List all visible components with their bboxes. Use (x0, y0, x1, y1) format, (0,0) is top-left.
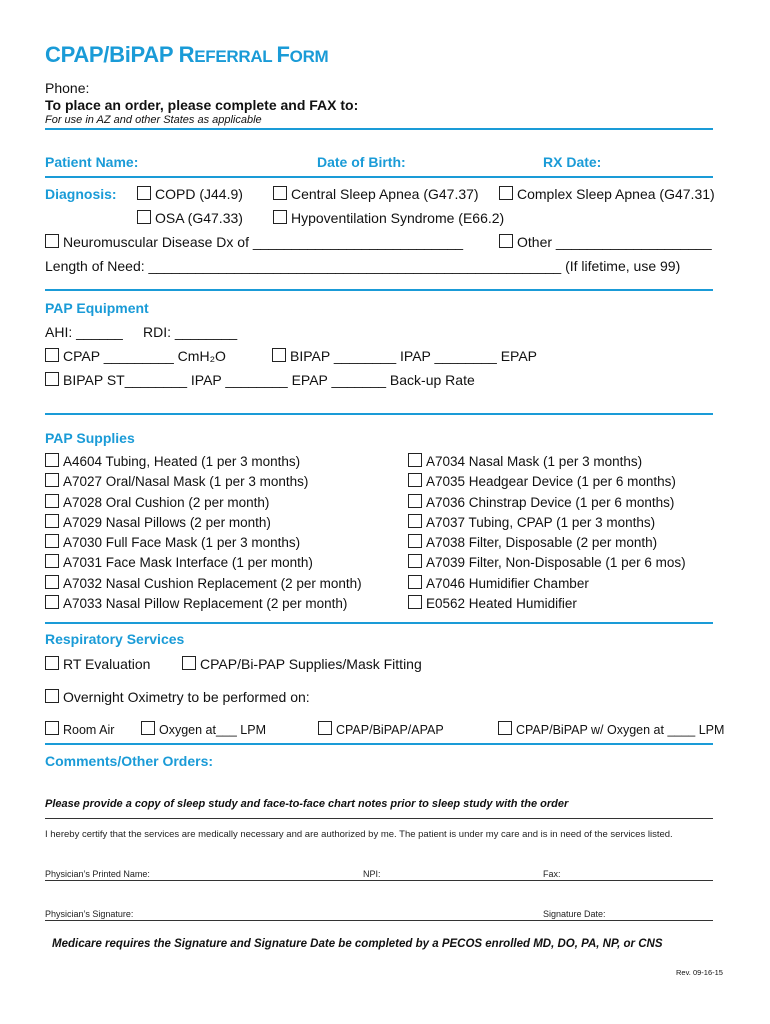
cpap-apap-option[interactable]: CPAP/BiPAP/APAP (318, 721, 444, 737)
fax-instruction: To place an order, please complete and FAX to: (45, 97, 359, 113)
bipap-option[interactable]: BIPAP ________ IPAP ________ EPAP (272, 348, 537, 364)
supply-label: A7036 Chinstrap Device (1 per 6 months) (426, 494, 675, 510)
rdi-field[interactable]: RDI: ________ (143, 324, 238, 340)
supply-item[interactable] (45, 494, 362, 514)
checkbox[interactable] (272, 348, 286, 362)
checkbox[interactable] (273, 210, 287, 224)
supply-item[interactable] (408, 494, 686, 514)
supply-item[interactable] (408, 554, 686, 574)
divider (45, 818, 713, 819)
supply-item[interactable] (45, 514, 362, 534)
printed-name-line[interactable] (45, 880, 713, 881)
supply-label: A7039 Filter, Non-Disposable (1 per 6 mos) (426, 555, 686, 571)
supply-label: A7030 Full Face Mask (1 per 3 months) (63, 535, 301, 551)
complex-sleep-apnea-option[interactable]: Complex Sleep Apnea (G47.31) (499, 186, 715, 202)
supply-label: A4604 Tubing, Heated (1 per 3 months) (63, 454, 301, 469)
oxygen-option[interactable]: Oxygen at___ LPM (141, 721, 266, 737)
signature-date-label: Signature Date: (543, 909, 606, 919)
divider (45, 128, 713, 130)
checkbox[interactable] (45, 514, 59, 528)
phone-label: Phone: (45, 80, 90, 96)
form-title: CPAP/BiPAP REFERRAL FORM (45, 42, 329, 67)
supply-item[interactable] (408, 575, 686, 595)
checkbox[interactable] (182, 656, 196, 670)
supply-label: A7038 Filter, Disposable (2 per month) (426, 535, 658, 551)
supply-item[interactable] (45, 453, 362, 473)
supply-label: A7037 Tubing, CPAP (1 per 3 months) (426, 514, 656, 530)
checkbox[interactable] (408, 595, 422, 609)
overnight-oximetry-option[interactable]: Overnight Oximetry to be performed on: (45, 689, 310, 705)
supply-item[interactable] (408, 514, 686, 534)
room-air-option[interactable]: Room Air (45, 721, 114, 737)
sleep-study-note: Please provide a copy of sleep study and face-to-face chart notes prior to sleep study with the order (45, 798, 569, 810)
checkbox[interactable] (408, 554, 422, 568)
checkbox[interactable] (45, 372, 59, 386)
checkbox[interactable] (499, 234, 513, 248)
certification-text: I hereby certify that the services are medically necessary and are authorized by me. The patient is under my care and is in need of the services listed. (45, 829, 673, 840)
other-option[interactable]: Other ____________________ (499, 234, 712, 250)
respiratory-services-heading: Respiratory Services (45, 631, 185, 647)
checkbox[interactable] (141, 721, 155, 735)
supply-item[interactable] (45, 595, 362, 615)
checkbox[interactable] (408, 575, 422, 589)
supply-label: A7033 Nasal Pillow Replacement (2 per month) (63, 596, 348, 612)
supplies-left-column (45, 453, 362, 615)
checkbox[interactable] (45, 473, 59, 487)
checkbox[interactable] (45, 348, 59, 362)
comments-heading: Comments/Other Orders: (45, 753, 214, 769)
checkbox[interactable] (137, 210, 151, 224)
supply-item[interactable] (408, 595, 686, 615)
supply-label: E0562 Heated Humidifier (426, 596, 577, 612)
cpap-option[interactable]: CPAP _________ CmH₂O (45, 348, 226, 364)
checkbox[interactable] (45, 494, 59, 508)
rt-evaluation-option[interactable]: RT Evaluation (45, 656, 150, 672)
usage-note: For use in AZ and other States as applicable (45, 114, 262, 126)
npi-label: NPI: (363, 869, 381, 879)
checkbox[interactable] (408, 494, 422, 508)
signature-line[interactable] (45, 920, 713, 921)
checkbox[interactable] (45, 721, 59, 735)
ahi-field[interactable]: AHI: ______ (45, 324, 123, 340)
hypoventilation-option[interactable]: Hypoventilation Syndrome (E66.2) (273, 210, 504, 226)
supply-item[interactable] (45, 473, 362, 493)
cpap-oxygen-option[interactable]: CPAP/BiPAP w/ Oxygen at ____ LPM (498, 721, 724, 737)
checkbox[interactable] (45, 689, 59, 703)
printed-name-label: Physician’s Printed Name: (45, 869, 150, 879)
supplies-right-column (408, 453, 686, 615)
supply-label: A7034 Nasal Mask (1 per 3 months) (426, 454, 643, 469)
checkbox[interactable] (318, 721, 332, 735)
divider (45, 622, 713, 624)
supply-item[interactable] (45, 534, 362, 554)
supply-item[interactable] (45, 575, 362, 595)
pap-equipment-heading: PAP Equipment (45, 300, 149, 316)
rx-date-label: RX Date: (543, 154, 602, 170)
bipap-st-option[interactable]: BIPAP ST________ IPAP ________ EPAP _______ Back-up Rate (45, 372, 475, 388)
divider (45, 413, 713, 415)
fax-label: Fax: (543, 869, 561, 879)
divider (45, 289, 713, 291)
checkbox[interactable] (498, 721, 512, 735)
supply-label: A7046 Humidifier Chamber (426, 575, 589, 591)
supply-item[interactable] (408, 534, 686, 554)
length-of-need[interactable]: Length of Need: _____________________________________________________ (If lifetime, use 99) (45, 258, 681, 274)
signature-label: Physician’s Signature: (45, 909, 134, 919)
supply-item[interactable] (45, 554, 362, 574)
checkbox[interactable] (408, 514, 422, 528)
patient-name-label: Patient Name: (45, 154, 139, 170)
supply-label: A7031 Face Mask Interface (1 per month) (63, 555, 313, 571)
checkbox[interactable] (408, 453, 422, 467)
pap-supplies-heading: PAP Supplies (45, 430, 135, 446)
mask-fitting-option[interactable]: CPAP/Bi-PAP Supplies/Mask Fitting (182, 656, 422, 672)
checkbox[interactable] (408, 534, 422, 548)
dob-label: Date of Birth: (317, 154, 406, 170)
supply-label: A7035 Headgear Device (1 per 6 months) (426, 474, 676, 490)
checkbox[interactable] (45, 656, 59, 670)
divider (45, 743, 713, 745)
checkbox[interactable] (45, 554, 59, 568)
checkbox[interactable] (45, 234, 59, 248)
checkbox[interactable] (408, 473, 422, 487)
divider (45, 176, 713, 178)
revision-label: Rev. 09-16-15 (676, 968, 723, 977)
checkbox[interactable] (45, 595, 59, 609)
checkbox[interactable] (137, 186, 151, 200)
supply-label: A7028 Oral Cushion (2 per month) (63, 494, 270, 510)
supply-label: A7029 Nasal Pillows (2 per month) (63, 514, 271, 530)
supply-item[interactable] (408, 473, 686, 493)
checkbox[interactable] (45, 534, 59, 548)
neuromuscular-option[interactable]: Neuromuscular Disease Dx of ___________________________ (45, 234, 463, 250)
medicare-note: Medicare requires the Signature and Signature Date be completed by a PECOS enrolled MD, DO, PA, NP, or CNS (52, 938, 663, 950)
supply-label: A7032 Nasal Cushion Replacement (2 per month) (63, 575, 362, 591)
checkbox[interactable] (45, 575, 59, 589)
osa-option[interactable]: OSA (G47.33) (137, 210, 243, 226)
checkbox[interactable] (273, 186, 287, 200)
copd-option[interactable]: COPD (J44.9) (137, 186, 243, 202)
checkbox[interactable] (499, 186, 513, 200)
checkbox[interactable] (45, 453, 59, 467)
supply-label: A7027 Oral/Nasal Mask (1 per 3 months) (63, 474, 309, 490)
central-sleep-apnea-option[interactable]: Central Sleep Apnea (G47.37) (273, 186, 479, 202)
diagnosis-label: Diagnosis: (45, 186, 117, 202)
supply-item[interactable] (408, 453, 686, 473)
